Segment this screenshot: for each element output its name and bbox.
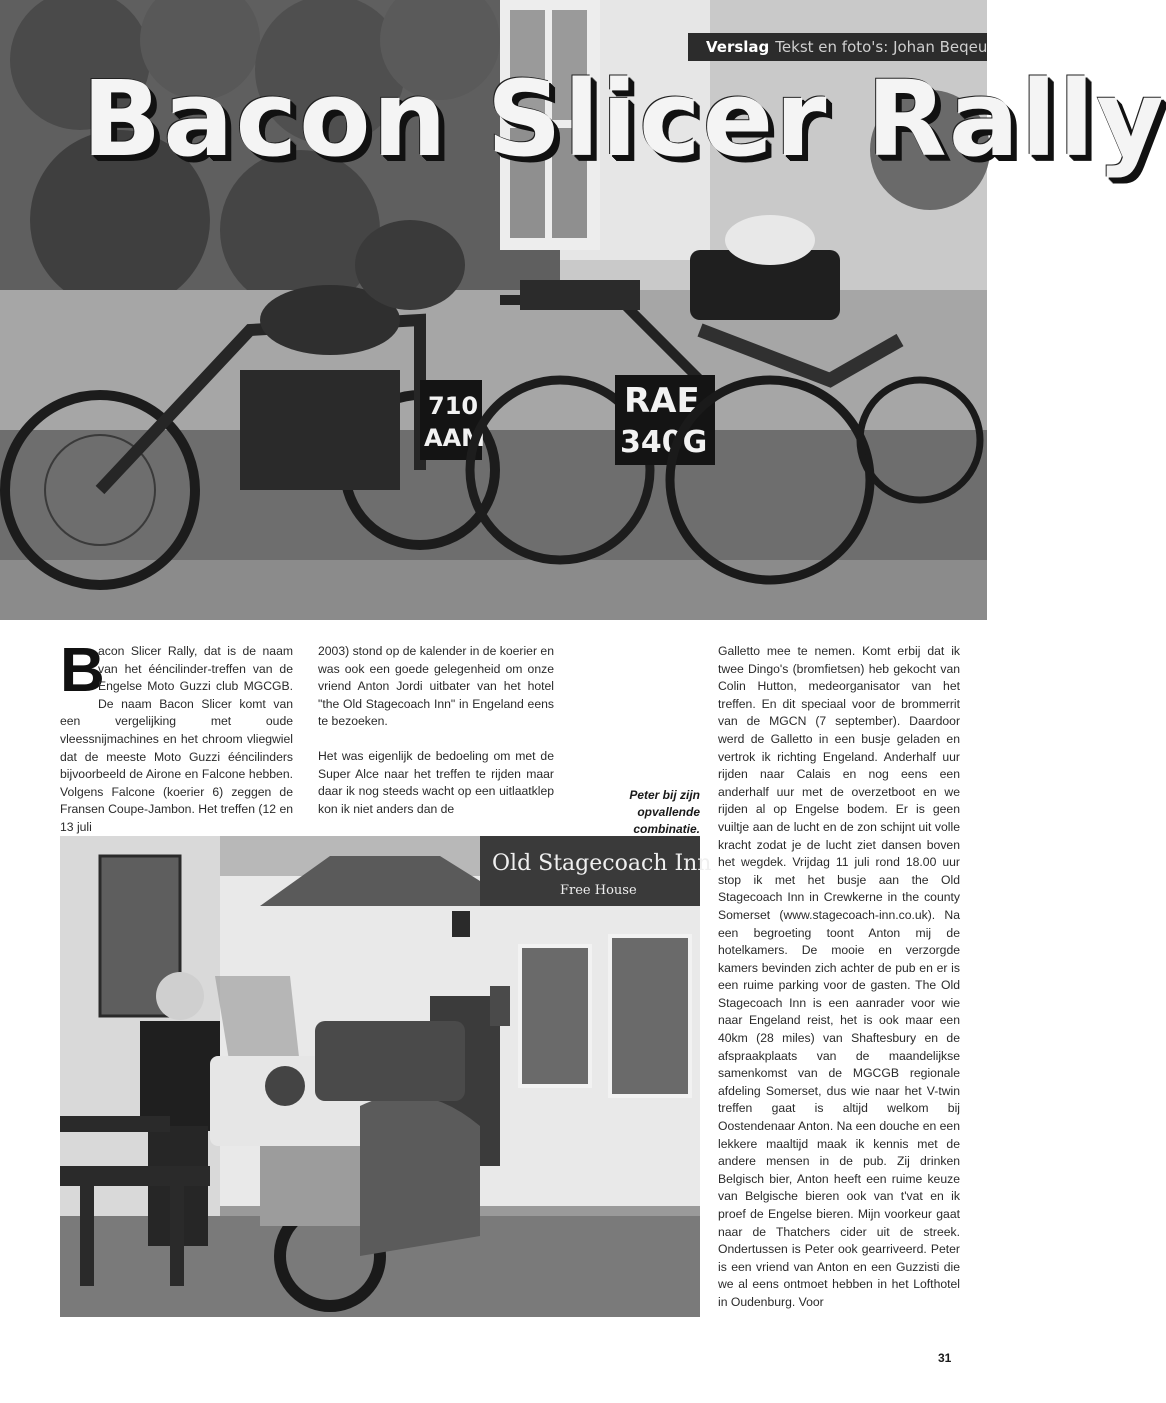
- column-2-paragraph-1: 2003) stond op de kalender in de koerier en was ook een goede gelegenheid om onze vriend Anton Jordi uitbater van het hotel "the Old Stagecoach Inn" in Engeland eens te bezoeken.: [318, 644, 554, 729]
- photo-caption: Peter bij zijn opvallende combinatie.: [629, 788, 700, 836]
- column-2-paragraph-2: Het was eigenlijk de bedoeling om met de Super Alce naar het treffen te rijden maar daar ik nog steeds wacht op een uitlaatklep kon ik niet anders dan de: [318, 748, 554, 816]
- page-number: 31: [938, 1351, 952, 1365]
- inn-photo: [60, 836, 712, 1317]
- plate-right-line1: RAE: [624, 381, 700, 421]
- photo-credit: Tekst en foto's: Johan Beqeu: [775, 38, 988, 56]
- article-column-2: [318, 643, 554, 818]
- section-label: Verslag: [706, 38, 770, 56]
- plate-left-line2: AAM: [424, 424, 486, 452]
- drop-cap: B: [60, 636, 105, 705]
- page-title: Bacon Slicer Rally: [82, 58, 1166, 180]
- inn-sign-line1: Old Stagecoach Inn: [492, 851, 712, 876]
- inn-photo-illustration: [60, 836, 712, 1317]
- column-3-text: Galletto mee te nemen. Komt erbij dat ik twee Dingo's (bromfietsen) heb gekocht van Colin Hutton, medeorganisator van het treffen. En dit speciaal voor de brommerrit van de MGCN (7 september). Daardoor werd de Galletto in een busje geladen en vertrok ik richting Engeland. Anderhalf uur rijden naar Calais en nog eens een anderhalf uur met de overzetboot en we rijden al op Engelse bodem. Er is geen vuiltje aan de lucht en de zon schijnt uit volle kracht zodat je de lucht ziet dansen boven het wegdek. Vrijdag 11 juli rond 18.00 uur stop ik met het busje aan the Old Stagecoach Inn in Crewkerne in the county Somerset (www.stagecoach-inn.co.uk). Na een begroeting toont Anton mij de hotelkamers. De mooie en verzorgde kamers bevinden zich achter de pub en er is een ruime parking voor de gasten. The Old Stagecoach Inn is een aanrader voor wie naar Engeland reist, het is ook maar een 40km (28 miles) van Shaftesbury en de afspraakplaats van de maandelijkse samenkomst van de MGCGB regionale afdeling Somerset, dus wie naar het V-twin treffen gaat is altijd welkom bij Oostendenaar Anton. Na een douche en een lekkere maaltijd maak ik kennis met de andere mensen in de pub. Zij drinken Belgisch bier, Anton heeft een ruime keuze van Belgische bieren ook van t'vat en ik proef de Engelse bieren. Mijn voorkeur gaat naar de Thatchers cider uit de streek. Ondertussen is Peter ook gearriveerd. Peter is een vriend van Anton en een Guzzisti die we al eens ontmoet hebben in het Lofthotel in Oudenburg. Voor: [718, 644, 960, 1309]
- plate-right-line2: 340G: [620, 425, 708, 460]
- section-tag: [688, 33, 987, 61]
- article-column-3: [718, 643, 960, 1312]
- plate-left-line1: 710: [428, 392, 479, 420]
- column-1-text: acon Slicer Rally, dat is de naam van het ééncilinder-treffen van de Engelse Moto Guzzi club MGCGB. De naam Bacon Slicer komt van een vergelijking met oude vleessnijmachines en het chroom vliegwiel dat de meeste Moto Guzzi ééncilinders bijvoorbeeld de Airone en Falcone hebben. Volgens Falcone (koerier 6) zeggen de Fransen Coupe-Jambon. Het treffen (12 en 13 juli: [60, 644, 293, 834]
- inn-sign-line2: Free House: [560, 883, 637, 898]
- article-column-1: [60, 636, 293, 837]
- hero-photo: [0, 0, 1166, 620]
